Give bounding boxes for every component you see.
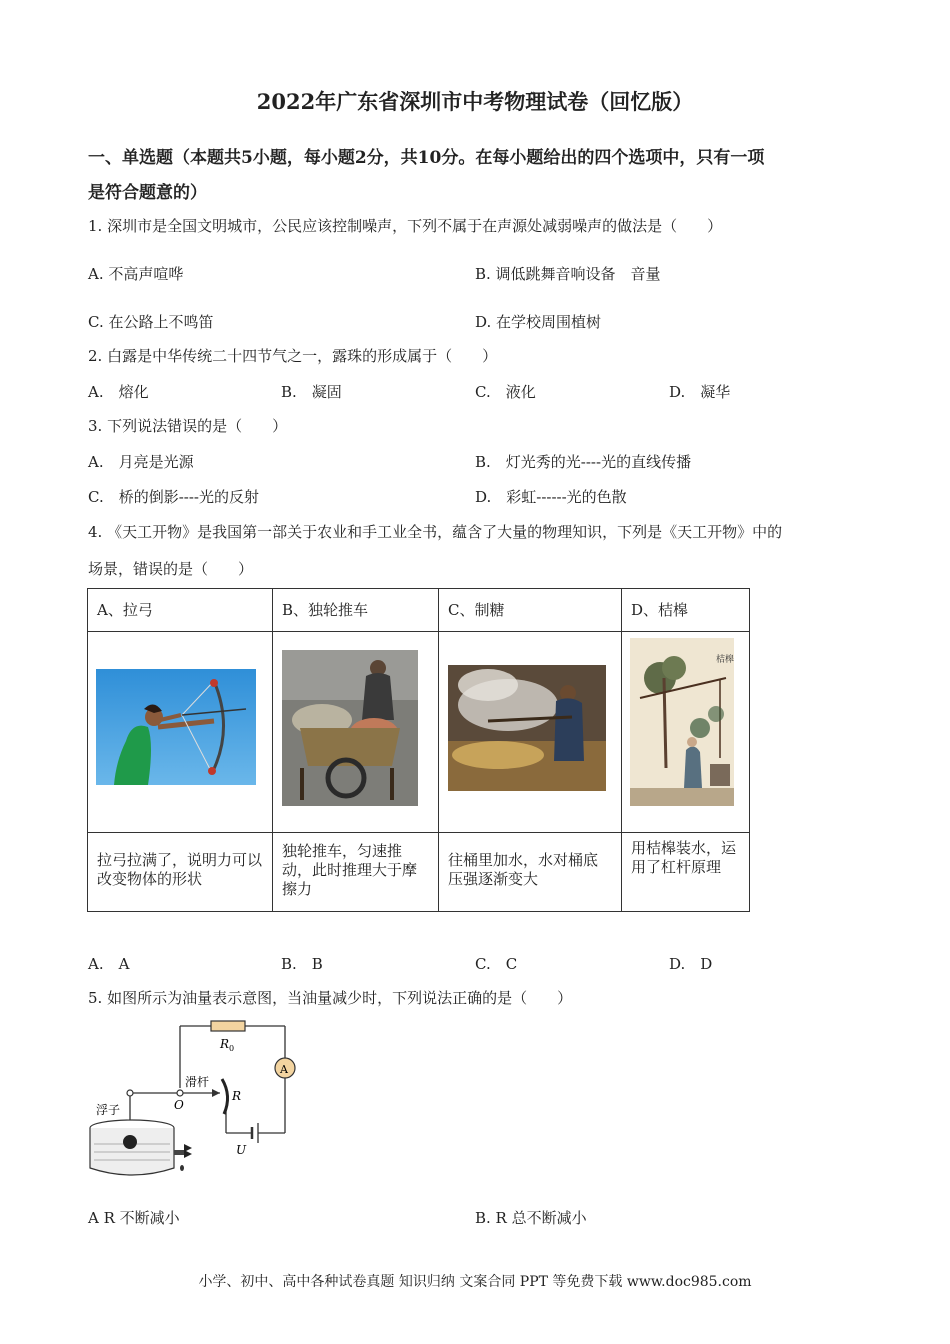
page-title: 2022年广东省深圳市中考物理试卷（回忆版）	[256, 89, 694, 114]
table-image-cell-b	[273, 632, 439, 833]
wheelbarrow-photo	[282, 650, 418, 806]
question-3-option-d: D. 彩虹------光的色散	[475, 488, 627, 506]
table-desc-c: 往桶里加水，水对桶底压强逐渐变大	[439, 833, 622, 912]
question-1-option-d: D. 在学校周围植树	[475, 313, 602, 331]
question-5-option-b: B. R 总不断减小	[475, 1209, 587, 1227]
question-2-option-c: C. 液化	[475, 383, 536, 401]
question-4-stem-line1: 4. 《天工开物》是我国第一部关于农业和手工业全书，蕴含了大量的物理知识，下列是《天工开物》中的	[88, 523, 783, 541]
archer-photo	[96, 669, 256, 785]
table-header-c: C、制糖	[439, 589, 622, 632]
question-4-stem-line2: 场景，错误的是（ ）	[88, 560, 254, 578]
section-heading-line1: 一、单选题（本题共5小题，每小题2分，共10分。在每小题给出的四个选项中，只有一项	[88, 148, 765, 168]
jiegao-label: 桔槔	[716, 655, 734, 665]
resistor-r-label: R	[232, 1089, 242, 1103]
table-header-d: D、桔槔	[622, 589, 750, 632]
page-footer: 小学、初中、高中各种试卷真题 知识归纳 文案合同 PPT 等免费下载 www.doc985.com	[198, 1274, 752, 1290]
question-2-option-b: B. 凝固	[281, 383, 342, 401]
table-image-cell-a	[88, 632, 273, 833]
question-2-option-d: D. 凝华	[669, 383, 731, 401]
question-3-option-a: A. 月亮是光源	[88, 453, 194, 471]
table-desc-b: 独轮推车，匀速推动，此时推理大于摩擦力	[273, 833, 439, 912]
sugar-making-photo	[448, 665, 606, 791]
question-3-option-b: B. 灯光秀的光----光的直线传播	[475, 453, 692, 471]
question-2-stem: 2. 白露是中华传统二十四节气之一，露珠的形成属于（ ）	[88, 347, 498, 365]
question-5-stem: 5. 如图所示为油量表示意图，当油量减少时，下列说法正确的是（ ）	[88, 989, 573, 1007]
table-desc-a: 拉弓拉满了，说明力可以改变物体的形状	[88, 833, 273, 912]
jiegao-illustration	[630, 638, 734, 806]
float-label: 浮子	[96, 1103, 121, 1117]
r0-label: R	[220, 1037, 230, 1051]
table-image-cell-d	[622, 632, 750, 833]
ammeter-label: A	[280, 1063, 288, 1076]
table-image-cell-c	[439, 632, 622, 833]
pivot-label: O	[174, 1098, 184, 1112]
section-heading-line2: 是符合题意的）	[88, 183, 207, 203]
table-desc-d: 用桔槔装水，运用了杠杆原理	[622, 833, 750, 912]
question-4-option-a: A. A	[88, 955, 130, 973]
question-4-table	[87, 588, 750, 912]
question-1-option-c: C. 在公路上不鸣笛	[88, 313, 214, 331]
oil-gauge-circuit-diagram	[86, 1016, 316, 1186]
question-2-option-a: A. 熔化	[88, 383, 149, 401]
question-1-stem: 1. 深圳市是全国文明城市，公民应该控制噪声，下列不属于在声源处减弱噪声的做法是（ ）	[88, 217, 723, 235]
question-1-option-a: A. 不高声喧哗	[88, 265, 184, 283]
table-header-a: A、拉弓	[88, 589, 273, 632]
table-header-b: B、独轮推车	[273, 589, 439, 632]
lever-label: 滑杆	[185, 1075, 210, 1089]
question-3-option-c: C. 桥的倒影----光的反射	[88, 488, 259, 506]
question-4-option-b: B. B	[281, 955, 323, 973]
question-5-option-a: A R 不断减小	[88, 1209, 180, 1227]
pivot-o	[177, 1090, 183, 1096]
float-ball	[123, 1135, 137, 1149]
question-4-option-d: D. D	[669, 955, 713, 973]
question-1-option-b: B. 调低跳舞音响设备 音量	[475, 265, 661, 283]
resistor-r	[222, 1079, 228, 1114]
question-3-stem: 3. 下列说法错误的是（ ）	[88, 417, 288, 435]
resistor-r0	[211, 1021, 245, 1031]
voltage-label: U	[236, 1143, 247, 1157]
r0-subscript: 0	[229, 1044, 235, 1053]
question-4-option-c: C. C	[475, 955, 518, 973]
